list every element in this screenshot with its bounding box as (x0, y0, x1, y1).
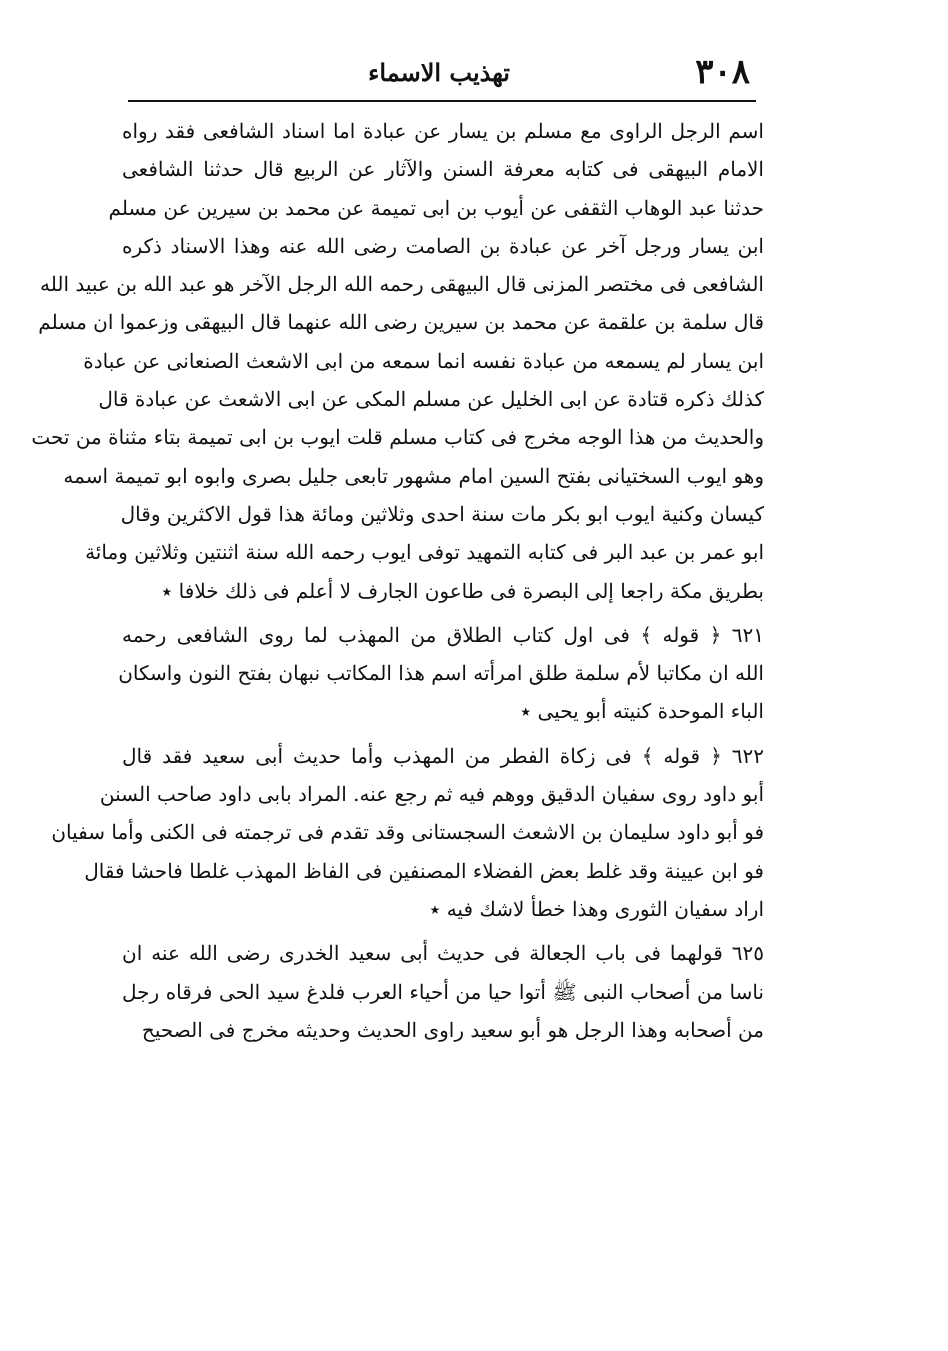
text-line: والحديث من هذا الوجه مخرج فى كتاب مسلم قلت ايوب بن ابى تميمة بتاء مثناة من تحت (31, 425, 764, 450)
text-line: ابو عمر بن عبد البر فى كتابه التمهيد توفى ايوب رحمه الله سنة اثنتين وثلاثين ومائة (85, 540, 764, 565)
text-line: ابن يسار ورجل آخر عن عبادة بن الصامت رضى الله عنه وهذا الاسناد ذكره (122, 233, 764, 258)
text-line: وهو ايوب السختيانى بفتح السين امام مشهور تابعى جليل بصرى وابوه ابو تميمة اسمه (63, 463, 764, 488)
header-rule (128, 100, 756, 102)
text-line: حدثنا عبد الوهاب الثقفى عن أيوب بن ابى تميمة عن محمد بن سيرين عن مسلم (108, 195, 764, 220)
paragraph (122, 934, 764, 1049)
text-line: اراد سفيان الثورى وهذا خطأ لاشك فيه ٭ (429, 896, 764, 921)
text-line: ٦٢٢ ﴿ قوله ﴾ فى زكاة الفطر من المهذب وأما حديث أبى سعيد فقد قال (122, 743, 764, 768)
text-line: من أصحابه وهذا الرجل هو أبو سعيد راوى الحديث وحديثه مخرج فى الصحيح (141, 1017, 764, 1042)
text-line: الباء الموحدة كنيته أبو يحيى ٭ (520, 699, 764, 724)
text-line: ٦٢١ ﴿ قوله ﴾ فى اول كتاب الطلاق من المهذب لما روى الشافعى رحمه (122, 622, 764, 647)
page-number: ٣٠٨ (695, 52, 750, 92)
running-title: تهذيب الاسماء (368, 58, 510, 87)
text-line: فو ابن عيينة وقد غلط بعض الفضلاء المصنفين فى الفاظ المهذب غلطا فاحشا فقال (84, 858, 764, 883)
text-line: كذلك ذكره قتادة عن ابى الخليل عن مسلم المكى عن ابى الاشعث عن عبادة قال (98, 387, 764, 412)
text-line: ابن يسار لم يسمعه من عبادة نفسه انما سمعه من ابى الاشعث الصنعانى عن عبادة (83, 348, 764, 373)
text-line: الامام البيهقى فى كتابه معرفة السنن والآثار عن الربيع قال حدثنا الشافعى (122, 157, 764, 182)
paragraph (31, 112, 764, 610)
page-header (130, 52, 750, 92)
text-line: بطريق مكة راجعا إلى البصرة فى طاعون الجارف لا أعلم فى ذلك خلافا ٭ (161, 578, 764, 603)
text-line: اسم الرجل الراوى مع مسلم بن يسار عن عبادة اما اسناد الشافعى فقد رواه (122, 119, 764, 143)
text-line: أبو داود روى سفيان الدقيق ووهم فيه ثم رجع عنه. المراد بابى داود صاحب السنن (99, 782, 764, 807)
text-line: فو أبو داود سليمان بن الاشعث السجستانى وقد تقدم فى ترجمته فى الكنى وأما سفيان (51, 820, 764, 845)
text-line: الله ان مكاتبا لأم سلمة طلق امرأته اسم هذا المكاتب نبهان بفتح النون واسكان (118, 661, 764, 686)
paragraph (51, 737, 764, 928)
text-line: الشافعى فى مختصر المزنى قال البيهقى رحمه الله الرجل الآخر هو عبد الله بن عبيد الله (40, 272, 764, 297)
text-line: ٦٢٥ قولهما فى باب الجعالة فى حديث أبى سعيد الخدرى رضى الله عنه ان (122, 941, 764, 966)
body-text (31, 112, 764, 1049)
paragraph (118, 616, 764, 731)
text-line: ناسا من أصحاب النبى ﷺ أتوا حيا من أحياء العرب فلدغ سيد الحى فرقاه رجل (122, 979, 764, 1004)
text-line: قال سلمة بن علقمة عن محمد بن سيرين رضى الله عنهما قال البيهقى وزعموا ان مسلم (38, 310, 764, 335)
text-line: كيسان وكنية ايوب ابو بكر مات سنة احدى وثلاثين ومائة هذا قول الاكثرين وقال (120, 501, 764, 526)
